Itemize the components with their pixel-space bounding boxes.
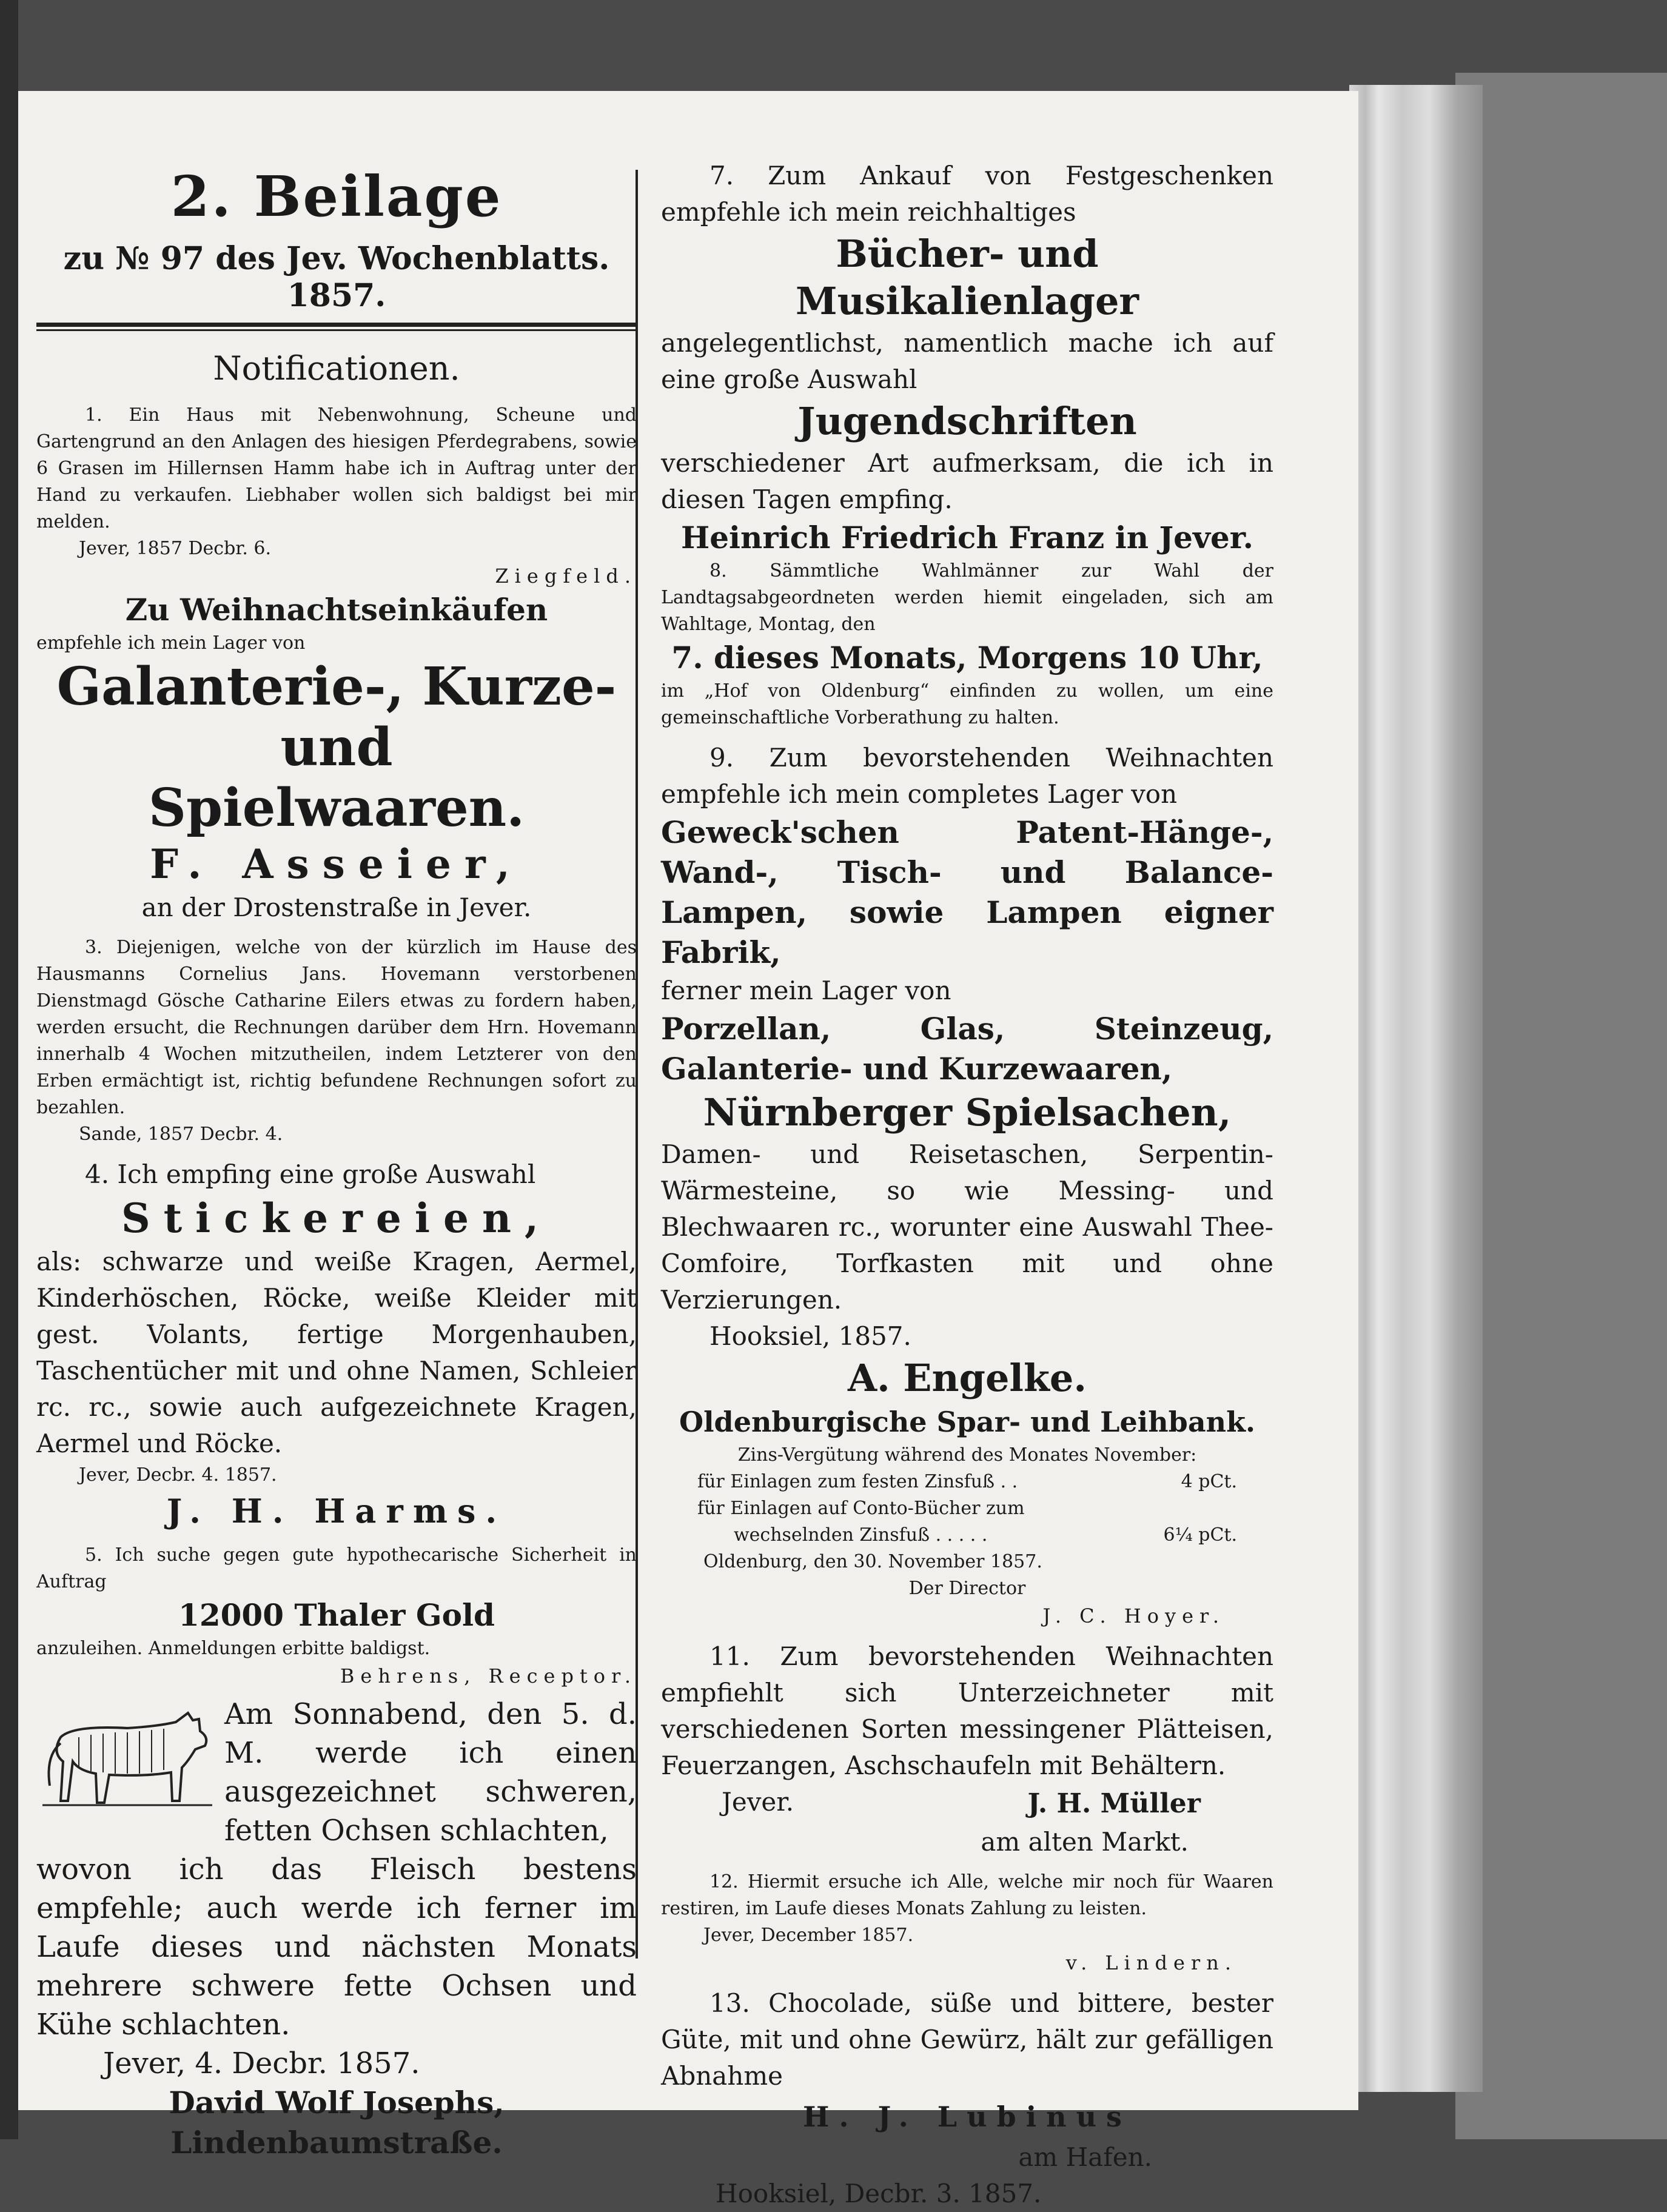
notice-8 [661, 558, 1273, 731]
notice-signature: v. Lindern. [1065, 1951, 1237, 1974]
notice-footer [661, 1784, 1273, 1824]
rate-label: für Einlagen auf Conto-Bücher zum [697, 1498, 1025, 1519]
notice-heading: Bücher- und Musikalienlager [795, 232, 1139, 323]
notice-intro: empfehle ich mein Lager von [36, 632, 306, 654]
notice-big-line: Spielwaaren. [148, 777, 525, 839]
rate-row [661, 1469, 1273, 1495]
notice-heading: Zu Weihnachtseinkäufen [125, 592, 548, 628]
notice-text: verschiedener Art aufmerksam, die ich in diesen Tagen empfing. [661, 448, 1273, 514]
notice-text: wovon ich das Fleisch bestens empfehle; auch werde ich ferner im Laufe dieses und nächsten Monats mehrere schwere fette Ochsen und Kühe schlachten. [36, 1852, 637, 2042]
notice-heading: 12000 Thaler Gold [178, 1597, 495, 1633]
notice-place: Jever, 1857 Decbr. 6. [79, 538, 272, 559]
notice-signature: Heinrich Friedrich Franz in Jever. [681, 520, 1253, 555]
notice-text: 7. Zum Ankauf von Festgeschenken empfehle ich mein reichhaltiges [661, 161, 1273, 227]
notice-text: 1. Ein Haus mit Nebenwohnung, Scheune und Gartengrund an den Anlagen des hiesigen Pferdegrabens, sowie 6 Grasen im Hillernsen Hamm habe ich in Auftrag unter der Hand zu verkaufen. Liebhaber wollen sich baldigst bei mir melden. [36, 404, 637, 532]
notice-role: Der Director [908, 1578, 1026, 1599]
notice-place: Sande, 1857 Decbr. 4. [79, 1124, 283, 1145]
notice-9 [661, 740, 1273, 1402]
notice-intro: Zins-Vergütung während des Monates November: [737, 1444, 1197, 1466]
notice-text: 11. Zum bevorstehenden Weihnachten empfiehlt sich Unterzeichneter mit verschiedenen Sorten messingener Plätteisen, Feuerzangen, Aschschaufeln mit Behältern. [661, 1641, 1273, 1780]
notice-text: 3. Diejenigen, welche von der kürzlich im Hause des Hausmanns Cornelius Jans. Hovemann verstorbenen Dienstmagd Gösche Catharine Eilers etwas zu fordern haben, werden ersucht, die Rechnungen darüber dem Hrn. Hovemann innerhalb 4 Wochen mitzutheilen, indem Letzterer von den Erben ermächtigt ist, richtig befundene Rechnungen sofort zu bezahlen. [36, 937, 637, 1118]
rate-value: 6¼ pCt. [1163, 1524, 1237, 1546]
notice-text: 9. Zum bevorstehenden Weihnachten empfehle ich mein completes Lager von [661, 743, 1273, 809]
notice-5 [36, 1542, 637, 1690]
rate-row [661, 1522, 1273, 1549]
notice-text: ferner mein Lager von [661, 976, 951, 1005]
notice-signature: Ziegfeld. [495, 565, 637, 588]
notice-text: 5. Ich suche gegen gute hypothecarische Sicherheit in Auftrag [36, 1544, 637, 1592]
notice-intro: 4. Ich empfing eine große Auswahl [85, 1159, 536, 1189]
rate-label: für Einlagen zum festen Zinsfuß . . [697, 1471, 1018, 1492]
notice-text: anzuleihen. Anmeldungen erbitte baldigst. [36, 1638, 431, 1659]
notice-big-line: Galanterie-, Kurze- und [56, 656, 617, 778]
rate-label: wechselnden Zinsfuß . . . . . [734, 1524, 988, 1546]
notice-place: Hooksiel, 1857. [709, 1321, 911, 1351]
book-page-edges [1349, 85, 1483, 2092]
notice-12 [661, 1869, 1273, 1977]
notice-heading: Nürnberger Spielsachen, [703, 1090, 1232, 1134]
ox-illustration [36, 1695, 218, 1816]
rate-value: 4 pCt. [1181, 1471, 1237, 1492]
notice-place: Oldenburg, den 30. November 1857. [703, 1551, 1042, 1572]
notice-address: an der Drostenstraße in Jever. [141, 893, 532, 922]
notice-big-line: Porzellan, Glas, Steinzeug, Galanterie- und Kurzewaaren, [661, 1011, 1273, 1087]
notice-heading: 7. dieses Monats, Morgens 10 Uhr, [671, 640, 1263, 675]
notice-text: 13. Chocolade, süße und bittere, bester Güte, mit und ohne Gewürz, hält zur gefälligen Abnahme [661, 1988, 1273, 2091]
notice-address: am alten Markt. [981, 1827, 1189, 1857]
notice-place: Hooksiel, Decbr. 3. 1857. [716, 2179, 1042, 2208]
notice-place: Jever, Decbr. 4. 1857. [79, 1464, 277, 1486]
notice-signature: J. H. Müller [1027, 1788, 1201, 1819]
notice-6 [36, 1695, 637, 2163]
notice-place: Jever. [722, 1787, 794, 1817]
notice-text: angelegentlichst, namentlich mache ich auf eine große Auswahl [661, 328, 1273, 394]
notice-7 [661, 158, 1273, 558]
notice-10 [661, 1402, 1273, 1630]
page-title: 2. Beilage [170, 164, 503, 229]
notice-4 [36, 1156, 637, 1533]
page-subtitle: zu № 97 des Jev. Wochenblatts. 1857. [63, 240, 610, 314]
notice-address: am Hafen. [1018, 2142, 1152, 2172]
notice-place: Jever, 4. Decbr. 1857. [103, 2046, 420, 2080]
right-column [661, 158, 1273, 2212]
notice-text: Damen- und Reisetaschen, Serpentin-Wärmesteine, so wie Messing- und Blechwaaren rc., worunter eine Auswahl Thee-Comfoire, Torfkasten mit und ohne Verzierungen. [661, 1139, 1273, 1315]
notice-text: als: schwarze und weiße Kragen, Aermel, Kinderhöschen, Röcke, weiße Kleider mit gest. Volants, fertige Morgenhauben, Taschentücher mit und ohne Namen, Schleier rc. rc., sowie auch aufgezeichnete Kragen, Aermel und Röcke. [36, 1247, 637, 1458]
notice-1 [36, 402, 637, 590]
left-column [36, 158, 637, 2163]
notice-heading: Oldenburgische Spar- und Leihbank. [679, 1406, 1255, 1438]
notice-signature: Lindenbaumstraße. [170, 2125, 503, 2160]
newspaper-page [18, 91, 1358, 2208]
notice-text: 8. Sämmtliche Wahlmänner zur Wahl der Landtagsabgeordneten werden hiemit eingeladen, sich am Wahltage, Montag, den [661, 560, 1273, 635]
notice-signature: H. J. Lubinus [803, 2100, 1132, 2133]
notice-heading: Stickereien, [121, 1195, 552, 1242]
notice-11 [661, 1638, 1273, 1860]
notice-signature: A. Engelke. [848, 1356, 1087, 1400]
notice-text: 12. Hiermit ersuche ich Alle, welche mir noch für Waaren restiren, im Laufe dieses Monats Zahlung zu leisten. [661, 1871, 1273, 1919]
notice-signature: David Wolf Josephs, [169, 2085, 505, 2120]
notice-place: Jever, December 1857. [703, 1925, 914, 1946]
notice-signature: Behrens, Receptor. [340, 1664, 637, 1687]
notice-heading: Jugendschriften [797, 399, 1137, 443]
notice-signature: F. Asseier, [150, 840, 523, 888]
book-cover [1455, 73, 1667, 2139]
title-rule [36, 323, 637, 331]
notice-signature: J. H. Harms. [166, 1492, 507, 1530]
notice-signature: J. C. Hoyer. [1042, 1604, 1225, 1627]
rate-row [661, 1495, 1273, 1522]
notice-text: Am Sonnabend, den 5. d. M. werde ich einen ausgezeichnet schweren, fetten Ochsen schlachten, [224, 1697, 637, 1848]
scan-left-edge [0, 0, 18, 2139]
section-heading: Notificationen. [213, 349, 460, 387]
notice-2 [36, 590, 637, 926]
notice-text: im „Hof von Oldenburg“ einfinden zu wollen, um eine gemeinschaftliche Vorberathung zu halten. [661, 680, 1273, 728]
notice-big-line: Geweck'schen Patent-Hänge-, Wand-, Tisch- und Balance-Lampen, sowie Lampen eigner Fabrik, [661, 814, 1273, 970]
notice-3 [36, 934, 637, 1148]
notice-13 [661, 1985, 1273, 2212]
